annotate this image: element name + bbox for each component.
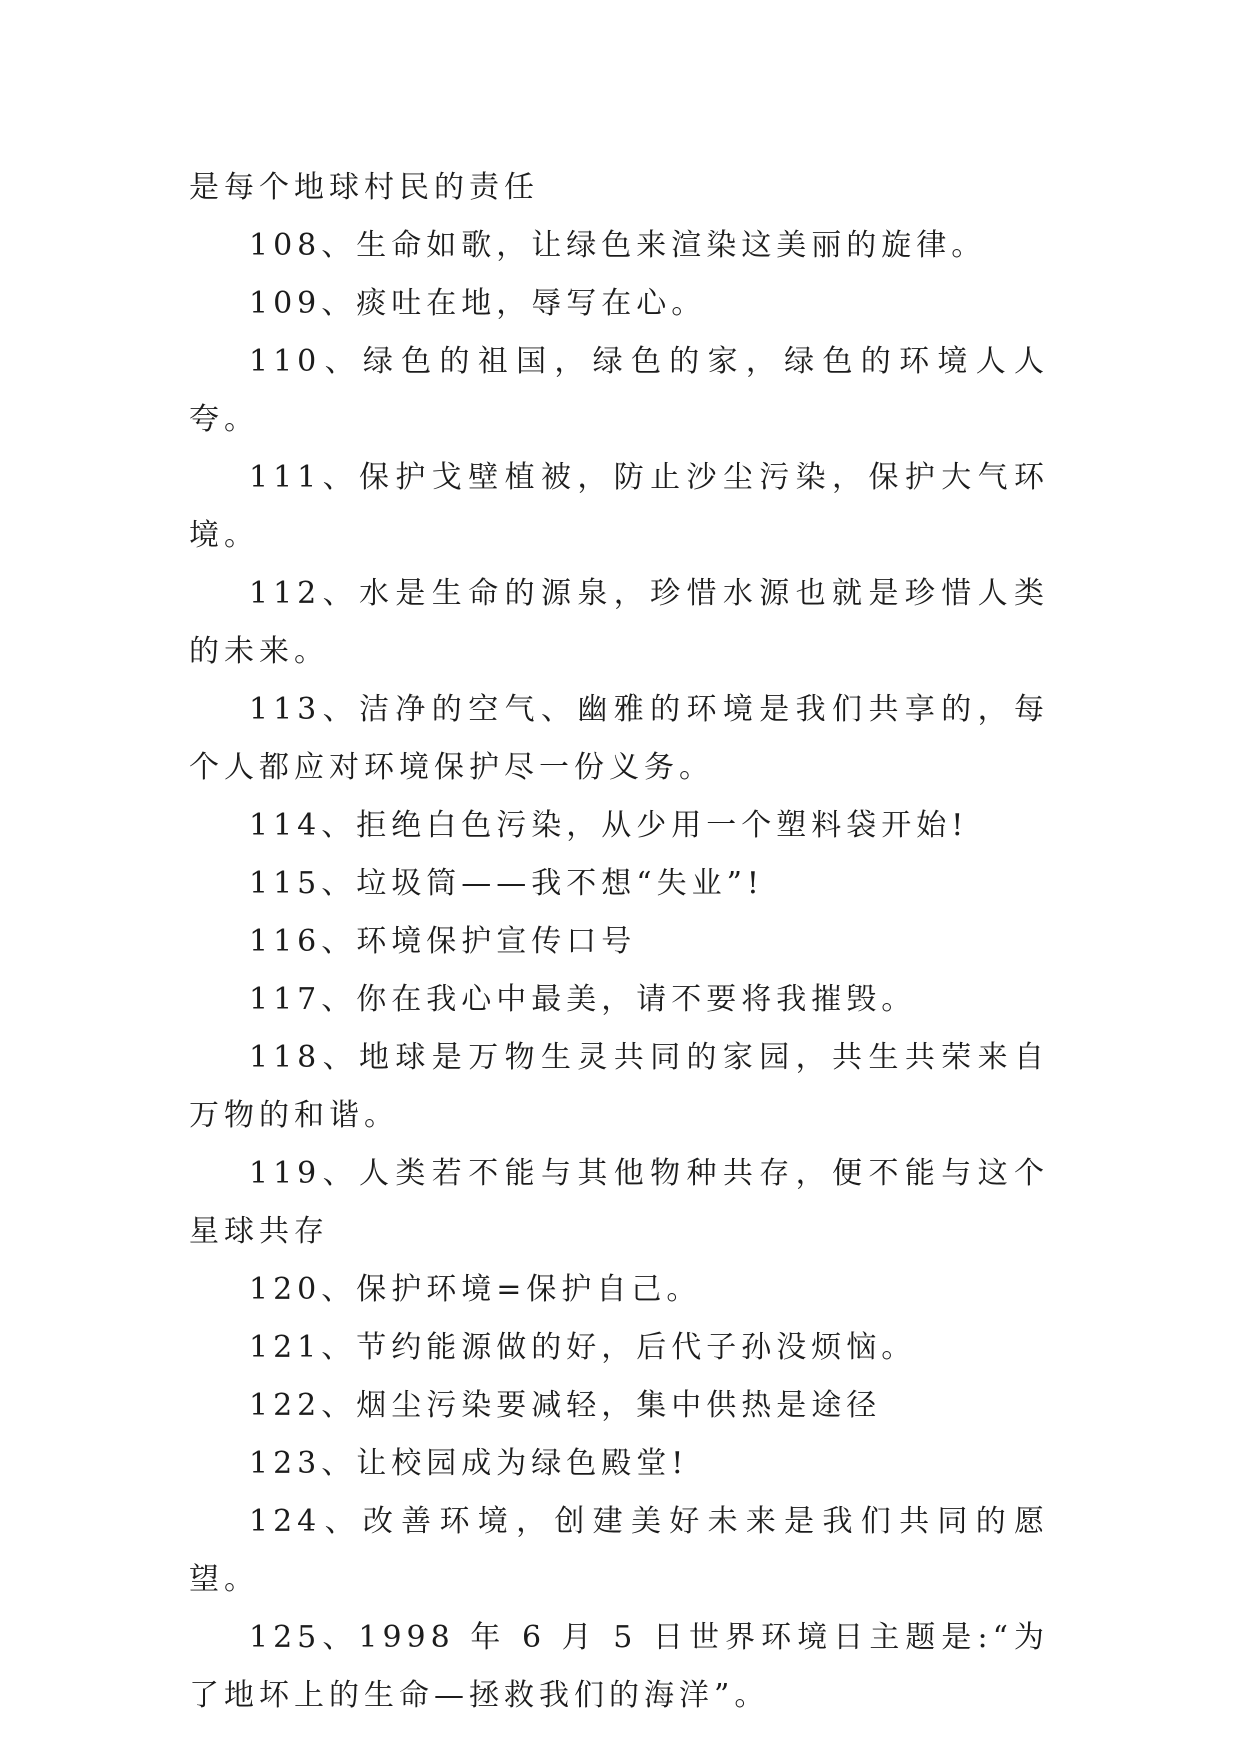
slogan-119: 119、人类若不能与其他物种共存，便不能与这个星球共存 <box>189 1156 1049 1249</box>
slogan-116: 116、环境保护宣传口号 <box>249 924 637 959</box>
slogan-122: 122、烟尘污染要减轻，集中供热是途径 <box>249 1388 882 1423</box>
slogan-124: 124、改善环境，创建美好未来是我们共同的愿望。 <box>189 1504 1049 1597</box>
slogan-117: 117、你在我心中最美，请不要将我摧毁。 <box>249 982 917 1017</box>
slogan-108: 108、生命如歌，让绿色来渲染这美丽的旋律。 <box>249 228 987 263</box>
slogan-113: 113、洁净的空气、幽雅的环境是我们共享的，每个人都应对环境保护尽一份义务。 <box>189 692 1049 785</box>
continuation-line: 是每个地球村民的责任 <box>189 170 539 205</box>
document-body <box>189 159 1049 1725</box>
slogan-118: 118、地球是万物生灵共同的家园，共生共荣来自万物的和谐。 <box>189 1040 1049 1133</box>
slogan-125: 125、1998 年 6 月 5 日世界环境日主题是:“为了地坏上的生命—拯救我们的海洋”。 <box>189 1620 1049 1713</box>
slogan-112: 112、水是生命的源泉，珍惜水源也就是珍惜人类的未来。 <box>189 576 1049 669</box>
slogan-121: 121、节约能源做的好，后代子孙没烦恼。 <box>249 1330 917 1365</box>
slogan-110: 110、绿色的祖国，绿色的家，绿色的环境人人夸。 <box>189 344 1049 437</box>
slogan-120: 120、保护环境=保护自己。 <box>249 1272 702 1307</box>
slogan-109: 109、痰吐在地，辱写在心。 <box>249 286 707 321</box>
slogan-114: 114、拒绝白色污染，从少用一个塑料袋开始! <box>249 808 969 843</box>
slogan-123: 123、让校园成为绿色殿堂! <box>249 1446 689 1481</box>
slogan-111: 111、保护戈壁植被，防止沙尘污染，保护大气环境。 <box>189 460 1049 553</box>
slogan-115: 115、垃圾筒——我不想“失业”! <box>249 866 764 901</box>
